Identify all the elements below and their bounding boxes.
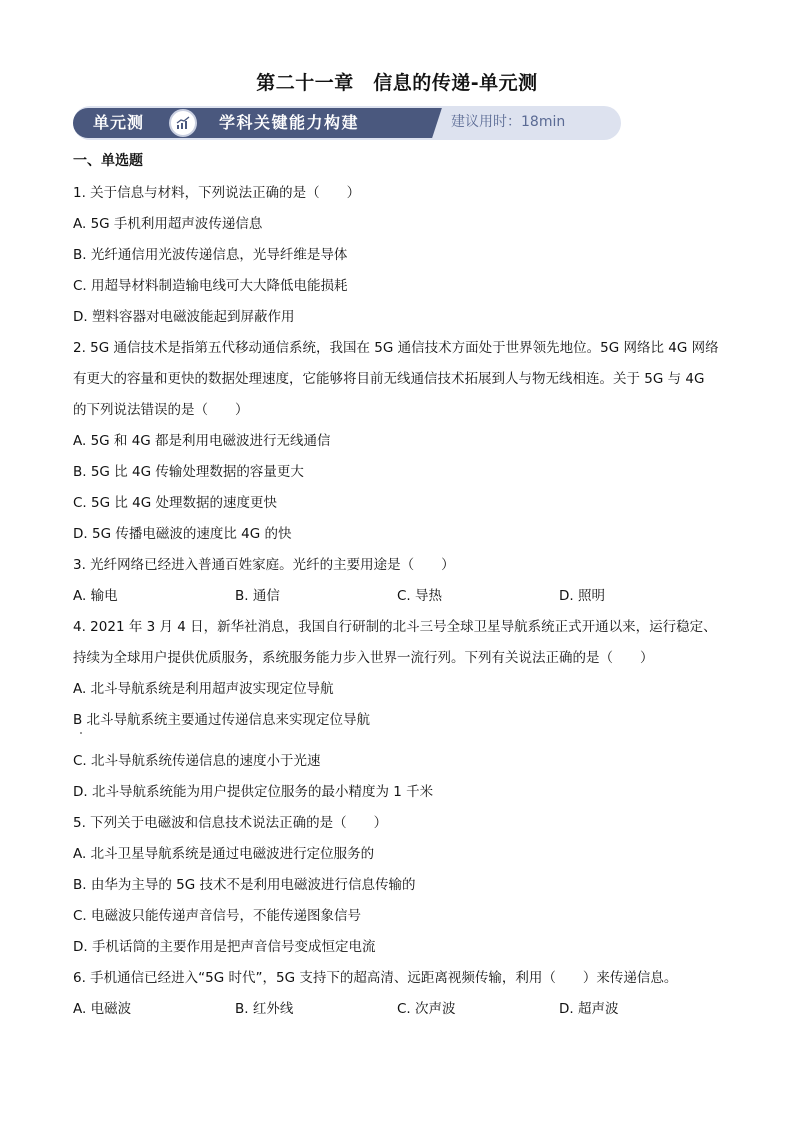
option-c: C. 5G 比 4G 处理数据的速度更快 xyxy=(73,495,277,511)
unit-test-banner xyxy=(73,106,621,140)
question-2 xyxy=(73,333,721,550)
spacer xyxy=(73,736,721,746)
option-c: C. 电磁波只能传递声音信号，不能传递图象信号 xyxy=(73,908,362,924)
banner-right-label: 学科关键能力构建 xyxy=(219,113,360,132)
option-d: D. 塑料容器对电磁波能起到屏蔽作用 xyxy=(73,309,295,325)
option-c: C. 次声波 xyxy=(397,1001,456,1017)
option-d: D. 5G 传播电磁波的速度比 4G 的快 xyxy=(73,526,292,542)
option-a: A. 5G 和 4G 都是利用电磁波进行无线通信 xyxy=(73,433,331,449)
suggested-time: 建议用时：18min xyxy=(451,114,566,130)
section-title: 一、单选题 xyxy=(73,153,143,169)
question-stem: 持续为全球用户提供优质服务，系统服务能力步入世界一流行列。下列有关说法正确的是（ ） xyxy=(73,650,654,666)
chart-growth-icon xyxy=(169,109,197,137)
question-6 xyxy=(73,963,721,1025)
banner-left-label: 单元测 xyxy=(93,113,145,132)
option-b: B. 通信 xyxy=(235,588,280,604)
option-b: B. 红外线 xyxy=(235,1001,294,1017)
option-c: C. 导热 xyxy=(397,588,443,604)
inline-options xyxy=(73,994,721,1025)
question-stem: 的下列说法错误的是（ ） xyxy=(73,402,249,418)
option-d: D. 超声波 xyxy=(559,1001,619,1017)
option-b: B. 5G 比 4G 传输处理数据的容量更大 xyxy=(73,464,304,480)
question-5 xyxy=(73,808,721,963)
option-c: C. 用超导材料制造输电线可大大降低电能损耗 xyxy=(73,278,348,294)
option-a: A. 输电 xyxy=(73,588,118,604)
question-1 xyxy=(73,178,721,333)
page-title: 第二十一章 信息的传递-单元测 xyxy=(256,72,538,94)
question-list xyxy=(73,178,721,1025)
question-stem: 2. 5G 通信技术是指第五代移动通信系统，我国在 5G 通信技术方面处于世界领先地位。5G 网络比 4G 网络 xyxy=(73,340,719,356)
option-a: A. 5G 手机利用超声波传递信息 xyxy=(73,216,263,232)
question-3 xyxy=(73,550,721,612)
option-b: B. 由华为主导的 5G 技术不是利用电磁波进行信息传输的 xyxy=(73,877,416,893)
question-4 xyxy=(73,612,721,808)
question-stem: 6. 手机通信已经进入“5G 时代”，5G 支持下的超高清、远距离视频传输，利用（ ）来传递信息。 xyxy=(73,970,678,986)
stray-dot xyxy=(80,732,82,734)
inline-options xyxy=(73,581,721,612)
option-a: A. 北斗导航系统是利用超声波实现定位导航 xyxy=(73,681,334,697)
question-stem: 3. 光纤网络已经进入普通百姓家庭。光纤的主要用途是（ ） xyxy=(73,557,455,573)
option-d: D. 北斗导航系统能为用户提供定位服务的最小精度为 1 千米 xyxy=(73,784,434,800)
question-stem: 有更大的容量和更快的数据处理速度，它能够将目前无线通信技术拓展到人与物无线相连。关于 5G 与 4G xyxy=(73,371,705,387)
option-a: A. 电磁波 xyxy=(73,1001,132,1017)
option-b: B. 光纤通信用光波传递信息，光导纤维是导体 xyxy=(73,247,348,263)
option-a: A. 北斗卫星导航系统是通过电磁波进行定位服务的 xyxy=(73,846,375,862)
question-stem: 5. 下列关于电磁波和信息技术说法正确的是（ ） xyxy=(73,815,388,831)
question-stem: 4. 2021 年 3 月 4 日，新华社消息，我国自行研制的北斗三号全球卫星导航系统正式开通以来，运行稳定、 xyxy=(73,619,717,635)
option-c: C. 北斗导航系统传递信息的速度小于光速 xyxy=(73,753,321,769)
option-b: B 北斗导航系统主要通过传递信息来实现定位导航 xyxy=(73,712,371,728)
option-d: D. 照明 xyxy=(559,588,605,604)
option-d: D. 手机话筒的主要作用是把声音信号变成恒定电流 xyxy=(73,939,376,955)
question-stem: 1. 关于信息与材料，下列说法正确的是（ ） xyxy=(73,185,361,201)
